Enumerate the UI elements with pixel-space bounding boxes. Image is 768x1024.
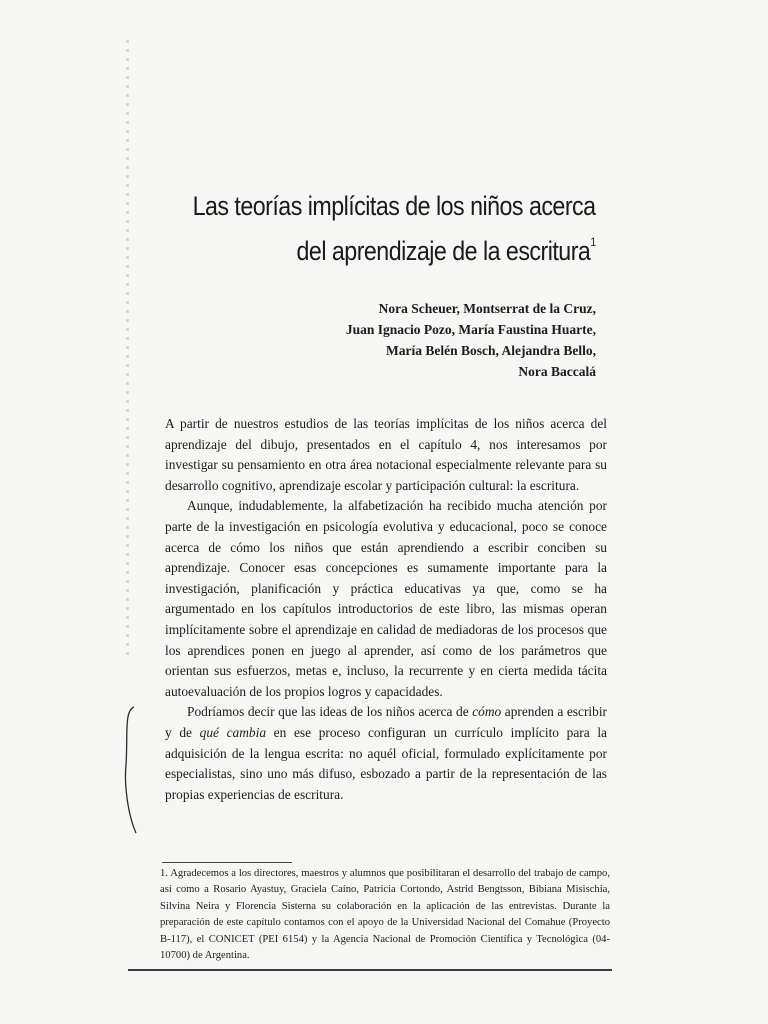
paragraph-1: A partir de nuestros estudios de las teorías implícitas de los niños acerca del aprendizaje del dibujo, presentados en el capítulo 4, nos interesamos por investigar su pensamiento en otra área notacional especialmente relevante para su desarrollo cognitivo, aprendizaje escolar y participación cultural: la escritura. — [165, 416, 607, 493]
author-line: Nora Scheuer, Montserrat de la Cruz, — [378, 301, 596, 316]
paragraph-3-text: Podríamos decir que las ideas de los niños acerca de — [187, 704, 473, 720]
emphasis-que-cambia: qué cambia — [199, 724, 267, 740]
handwritten-margin-bracket — [118, 705, 138, 835]
author-line: María Belén Bosch, Alejandra Bello, — [386, 343, 596, 358]
paragraph-3-text: aprenden a escribir y de — [165, 704, 608, 740]
page-bottom-rule — [128, 969, 612, 971]
chapter-title-line-1: Las teorías implícitas de los niños acerca — [193, 191, 596, 221]
paragraph-3-text: en ese proceso configuran un currículo implícito para la adquisición de la lengua escrita: no aquél oficial, formulado explícitamente por especialistas, sino uno más difuso, esbozado a partir de la representación de las propias experiencias de escritura. — [165, 724, 607, 802]
chapter-title-line-2 — [193, 224, 596, 269]
paragraph-2: Aunque, indudablemente, la alfabetización ha recibido mucha atención por parte de la investigación en psicología evolutiva y educacional, poco se conoce acerca de cómo los niños que están aprendiendo a escribir conciben su aprendizaje. Conocer esas concepciones es sumamente importante para la investigación, planificación y práctica educativas ya que, como se ha argumentado en los capítulos introductorios de este libro, las mismas operan implícitamente sobre el aprendizaje en calidad de mediadoras de los procesos que los aprendices ponen en juego al aprender, así como de los parámetros que orientan sus esfuerzos, metas e, incluso, la recurrente y en cierta medida tácita autoevaluación de los propios logros y capacidades. — [165, 498, 607, 699]
emphasis-como: cómo — [472, 704, 502, 720]
paragraph-3 — [165, 702, 607, 805]
chapter-title — [193, 188, 596, 269]
footnote-1: 1. Agradecemos a los directores, maestros y alumnos que posibilitaran el desarrollo del trabajo de campo, así como a Rosario Ayastuy, Graciela Caíno, Patricia Cortondo, Astrid Bengtsson, Bibiana Misischia, Silvina Neira y Florencia Sisterna su colaboración en la aplicación de las entrevistas. Durante la preparación de este capítulo contamos con el apoyo de la Universidad Nacional del Comahue (Proyecto B-117), el CONICET (PEI 6154) y la Agencia Nacional de Promoción Científica y Tecnológica (04-10700) de Argentina. — [160, 868, 610, 962]
chapter-body — [165, 414, 607, 805]
chapter-title-line-2-text: del aprendizaje de la escritura — [296, 236, 591, 266]
author-line: Nora Baccalá — [518, 364, 596, 379]
author-list — [346, 298, 596, 382]
scan-edge-artifact — [126, 40, 129, 660]
title-footnote-ref: 1 — [590, 235, 596, 249]
author-line: Juan Ignacio Pozo, María Faustina Huarte, — [345, 322, 596, 337]
footnotes — [160, 866, 610, 964]
footnote-separator — [162, 862, 292, 863]
